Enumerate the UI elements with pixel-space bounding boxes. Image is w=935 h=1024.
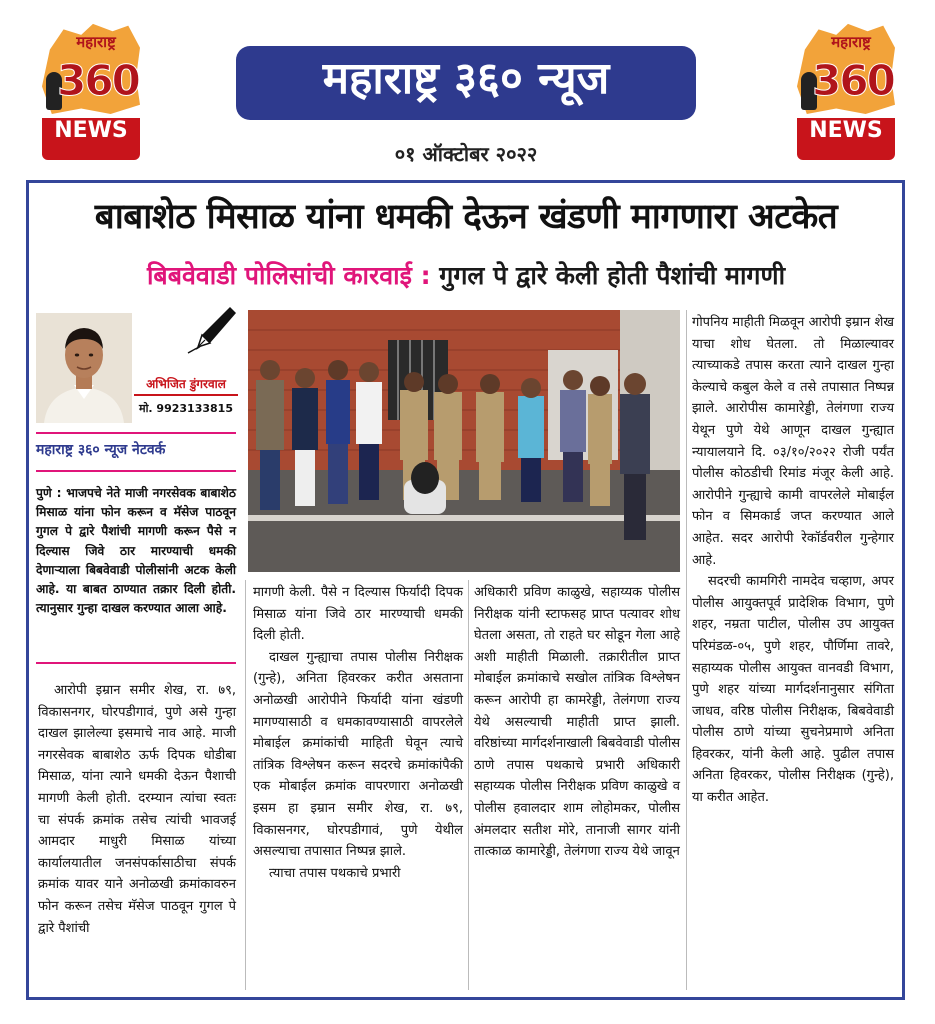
headline: बाबाशेठ मिसाळ यांना धमकी देऊन खंडणी मागणारा अटकेत bbox=[94, 197, 838, 237]
news-network-label: महाराष्ट्र ३६० न्यूज नेटवर्क bbox=[36, 442, 166, 458]
paragraph: त्याचा तपास पथकाचे प्रभारी bbox=[269, 865, 401, 881]
paragraph: सदरची कामगिरी नामदेव चव्हाण, अपर पोलीस आयुक्तपूर्व प्रादेशिक विभाग, पुणे शहर, नम्रता पाटील, पोलीस उप आयुक्त परिमंडळ-०५, पुणे शहर, पौर्णिमा तावरे, सहाय्यक पोलीस आयुक्त वानवडी विभाग, पुणे शहर यांच्या मार्गदर्शनानुसार संगिता जाधव, वरिष्ठ पोलीस निरीक्षक, बिबवेवाडी पोलीस ठाणे यांच्या सुचनेप्रमाणे अनिता हिवरकर, यांनी केली आहे. पुढील तपास अनिता हिवरकर, पोलीस निरीक्षक (गुन्हे), या करीत आहेत. bbox=[692, 574, 894, 806]
subheadline bbox=[40, 258, 892, 292]
reporter-box bbox=[36, 303, 238, 421]
logo-number: 360 bbox=[57, 56, 139, 105]
paragraph: दाखल गुन्ह्याचा तपास पोलीस निरीक्षक (गुन्हे), अनिता हिवरकर करीत असताना अनोळखी आरोपीने फिर्यादी यांना खंडणी मागण्यासाठी व धमकावण्यासाठी वापरलेले मोबाईल क्रमांकांची माहिती घेवून त्याचे तांत्रिक विश्लेषन करून सदरचे क्रमांकांपैकी एक मोबाईल क्रमांक वापरणारा अनोळखी इसम हा इम्रान समीर शेख, रा. ७९, विकासनगर, घोरपडीगावं, पुणे येथील असल्याचा तपासात निष्पन्न झाले. bbox=[253, 649, 463, 860]
logo-label: NEWS bbox=[42, 118, 140, 160]
reporter-avatar bbox=[36, 313, 132, 423]
logo-number: 360 bbox=[812, 56, 894, 105]
article-column-4 bbox=[692, 312, 894, 809]
column-separator bbox=[245, 580, 246, 990]
paragraph: गोपनिय माहीती मिळवून आरोपी इम्रान शेख याचा शोध घेतला. तो मिळाल्यावर त्याच्याकडे तपास करता त्याने दाखल गुन्हा केल्याचे कबुल केले व तसे तपासात निष्पन्न झाले. आरोपीस कामारेड्डी, तेलंगणा राज्य येथून पुणे येथे आणून दाखल गुन्ह्यात न्यायालयाने दि. ०३/१०/२०२२ रोजी पर्यंत पोलीस कोठडीची रिमांड मंजूर केली आहे. आरोपीने गुन्ह्याचे कामी वापरलेले मोबाईल फोन व सिमकार्ड जप्त करण्यात आले आहेत. सदर आरोपी रेकॉर्डवरील गुन्हेगार आहे. bbox=[692, 315, 894, 568]
article-column-3 bbox=[474, 582, 680, 863]
logo-title: महाराष्ट्र bbox=[76, 33, 116, 51]
article-column-1 bbox=[38, 680, 236, 939]
divider bbox=[36, 662, 236, 664]
fountain-pen-icon bbox=[186, 303, 238, 355]
paragraph: आरोपी इम्रान समीर शेख, रा. ७९, विकासनगर, घोरपडीगावं, पुणे असे गुन्हा दाखल झालेल्या इसमाचे नाव आहे. माजी नगरसेवक बाबाशेठ ऊर्फ दिपक धोडीबा मिसाळ, यांना त्याने धमकी देऊन पैशाची मागणी केली होती. दरम्यान त्यांचा स्वतः चा संपर्क क्रमांक तसेच त्यांची भावजई आमदार माधुरी मिसाळ यांच्या कार्यालयातील जनसंपर्कासाठीचा संपर्क क्रमांक यावर याने अनोळखी क्रमांकावरुन फोन करून तसेच मॅसेज पाठवून गुगल पे द्वारे पैशांची bbox=[38, 683, 236, 936]
column-separator bbox=[686, 310, 687, 990]
logo-right bbox=[797, 22, 895, 160]
article-column-2 bbox=[253, 582, 463, 884]
publication-date: ०१ ऑक्टोबर २०२२ bbox=[394, 142, 538, 166]
paragraph: मागणी केली. पैसे न दिल्यास फिर्यादी दिपक मिसाळ यांना जिवे ठार मारण्याची धमकी दिली होती. bbox=[253, 585, 463, 644]
divider bbox=[36, 432, 236, 434]
masthead-title: महाराष्ट्र ३६० न्यूज bbox=[236, 46, 696, 120]
column-separator bbox=[468, 580, 469, 990]
divider bbox=[36, 470, 236, 472]
logo-label: NEWS bbox=[797, 118, 895, 160]
reporter-name: अभिजित डुंगरवाल bbox=[134, 375, 238, 396]
subhead-text: गुगल पे द्वारे केली होती पैशांची मागणी bbox=[439, 261, 786, 290]
reporter-mobile: मो. 9923133815 bbox=[139, 402, 233, 415]
news-photo bbox=[248, 310, 680, 572]
subhead-kicker: बिबवेवाडी पोलिसांची कारवाई : bbox=[146, 261, 440, 290]
lede-paragraph: पुणे : भाजपचे नेते माजी नगरसेवक बाबाशेठ मिसाळ यांना फोन करून व मॅसेज पाठवून गुगल पे द्वारे पैशांची मागणी करून पैसे न दिल्यास जिवे ठार मारण्याची धमकी देणाऱ्याला बिबवेवाडी पोलीसांनी अटक केली आहे. या बाबत ठाण्यात तक्रार दिली होती. त्यानुसार गुन्हा दाखल करण्यात आला आहे. bbox=[36, 486, 236, 616]
logo-left bbox=[42, 22, 140, 160]
logo-title: महाराष्ट्र bbox=[831, 33, 871, 51]
paragraph: अधिकारी प्रविण काळुखे, सहाय्यक पोलीस निरीक्षक यांनी स्टाफसह प्राप्त पत्यावर शोध घेतला असता, तो राहते घर सोडून गेला आहे अशी माहीती मिळाली. तक्रारीतील प्राप्त मोबाईल क्रमांकाचे सखोल तांत्रिक विश्लेषन करून आरोपी हा कामरेड्डी, तेलंगणा राज्य येथे असल्याची माहीती प्राप्त झाली. वरिष्ठांच्या मार्गदर्शनाखाली बिबवेवाडी पोलीस ठाणे तपास पथकाचे प्रभारी अधिकारी सहाय्यक पोलीस निरीक्षक प्रविण काळुखे व पोलीस हवालदार शाम लोहोमकर, पोलीस अंमलदार सतीश मोरे, तानाजी सागर यांनी तात्काळ कामारेड्डी, तेलंगणा राज्य येथे जावून bbox=[474, 585, 680, 860]
